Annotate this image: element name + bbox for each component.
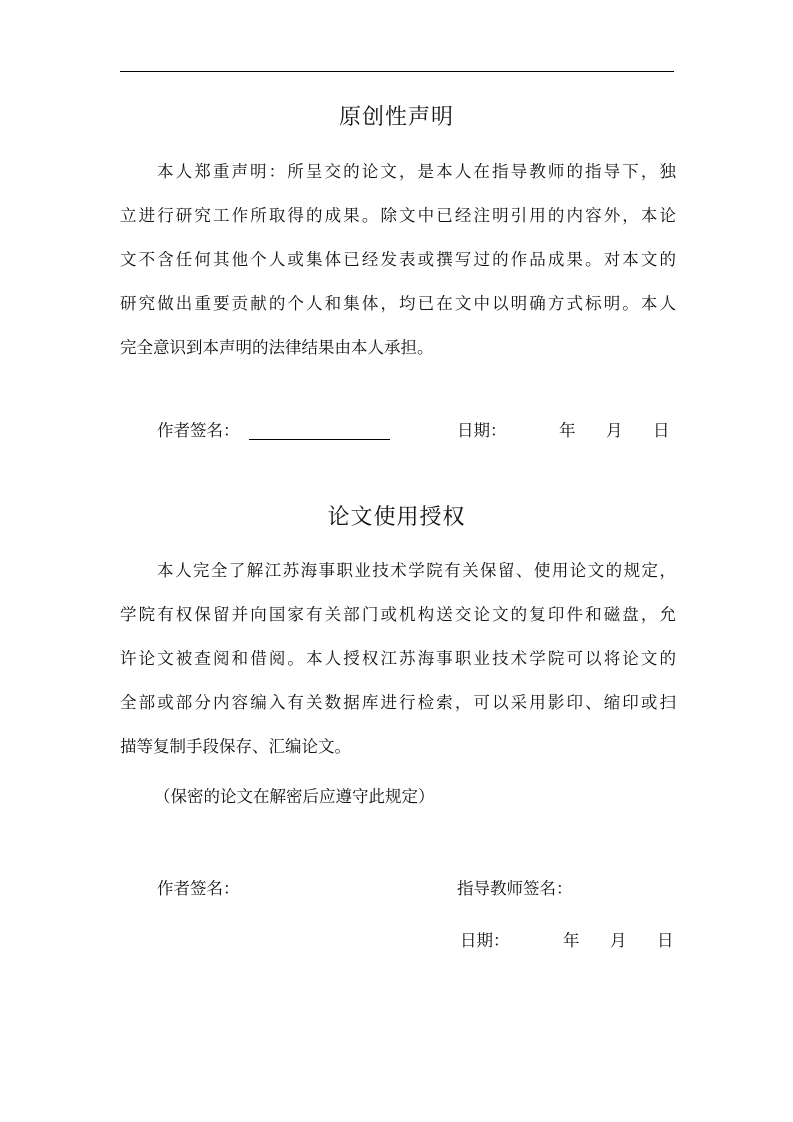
originality-statement: [120, 150, 676, 370]
authorization-author-signature-label: 作者签名：: [157, 879, 240, 898]
authorization-statement: [120, 549, 676, 769]
authorization-line-1: 本人完全了解江苏海事职业技术学院有关保留、使用论文的规定，: [157, 561, 676, 580]
originality-date-label: 日期：: [457, 421, 507, 440]
confidential-note: （保密的论文在解密后应遵守此规定）: [154, 787, 435, 806]
originality-line-1: 本人郑重声明：所呈交的论文，是本人在指导教师的指导下，独: [157, 162, 676, 181]
authorization-line-5: 描等复制手段保存、汇编论文。: [120, 737, 351, 756]
author-signature-line[interactable]: [249, 439, 390, 440]
top-rule: [120, 71, 674, 72]
authorization-year-label: 年: [563, 931, 580, 950]
authorization-line-3: 许论文被查阅和借阅。本人授权江苏海事职业技术学院可以将论文的: [120, 649, 676, 668]
originality-line-2: 立进行研究工作所取得的成果。除文中已经注明引用的内容外，本论: [120, 206, 676, 225]
originality-year-label: 年: [559, 421, 576, 440]
originality-month-label: 月: [606, 421, 623, 440]
originality-title: 原创性声明: [338, 105, 454, 130]
originality-line-3: 文不含任何其他个人或集体已经发表或撰写过的作品成果。对本文的: [120, 250, 676, 269]
authorization-day-label: 日: [657, 931, 674, 950]
authorization-month-label: 月: [610, 931, 627, 950]
advisor-signature-label: 指导教师签名：: [457, 879, 573, 898]
originality-line-4: 研究做出重要贡献的个人和集体，均已在文中以明确方式标明。本人: [120, 294, 676, 313]
authorization-line-2: 学院有权保留并向国家有关部门或机构送交论文的复印件和磁盘，允: [120, 605, 676, 624]
originality-author-signature-label: 作者签名：: [157, 421, 240, 440]
authorization-date-label: 日期：: [460, 931, 510, 950]
authorization-line-4: 全部或部分内容编入有关数据库进行检索，可以采用影印、缩印或扫: [120, 693, 676, 712]
originality-day-label: 日: [653, 421, 670, 440]
authorization-title: 论文使用授权: [327, 505, 466, 530]
originality-line-5: 完全意识到本声明的法律结果由本人承担。: [120, 338, 434, 357]
